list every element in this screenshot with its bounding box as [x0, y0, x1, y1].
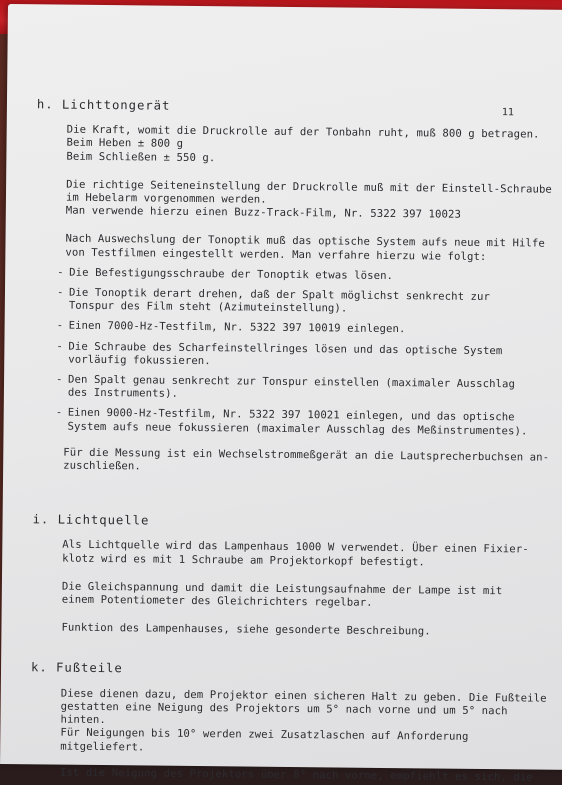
- section-k-para-tilt: Ist die Neigung des Projektors über 8° nach vorne, empfiehlt es sich, die: [59, 766, 533, 784]
- section-k-heading: k. Fußteile: [30, 660, 123, 676]
- section-i-para-voltage: Die Gleichspannung und damit die Leistungsaufnahme der Lampe ist mit einem Potentiometer des Gleichrichters regelbar.: [61, 580, 503, 609]
- step-text: Einen 7000-Hz-Testfilm, Nr. 5322 397 10019 einlegen.: [68, 320, 406, 336]
- step-text: Einen 9000-Hz-Testfilm, Nr. 5322 397 10021 einlegen, und das optische System aufs neue fokussieren (maximaler Ausschlag des Meßinstrumentes).: [67, 407, 528, 438]
- step-text: Die Befestigungsschraube der Tonoptik etwas lösen.: [69, 266, 394, 282]
- list-item: - Die Befestigungsschraube der Tonoptik etwas lösen.: [57, 266, 555, 284]
- adjustment-steps: [34, 266, 556, 438]
- section-h-para-optics: Nach Auswechslung der Tonoptik muß das optische System aufs neue mit Hilfe von Testfilmen eingestellt werden. Man verfahre hierzu wie folgt:: [65, 233, 545, 263]
- section-i-para-lamp: Als Lichtquelle wird das Lampenhaus 1000 W verwendet. Über einen Fixier- klotz wird es mit 1 Schraube am Projektorkopf befestigt.: [62, 539, 529, 569]
- step-text: Die Tonoptik derart drehen, daß der Spalt möglichst senkrecht zur Tonspur des Film steht (Azimuteinstellung).: [68, 286, 491, 315]
- document-page: [0, 4, 562, 784]
- step-text: Die Schraube des Scharfeinstellringes lösen und das optische System vorläufig fokussieren.: [68, 340, 503, 367]
- section-i-heading: i. Lichtquelle: [32, 512, 150, 528]
- page-content: [30, 98, 557, 784]
- page-number: 11: [501, 107, 514, 119]
- list-item: - Den Spalt genau senkrecht zur Tonspur einstellen (maximaler Ausschlag des Instruments).: [56, 374, 554, 406]
- list-item: - Die Tonoptik derart drehen, daß der Spalt möglichst senkrecht zur Tonspur des Film steht (Azimuteinstellung).: [57, 287, 555, 319]
- section-h-para-force: Die Kraft, womit die Druckrolle auf der Tonbahn ruht, muß 800 g betragen. Beim Heben ± 800 g Beim Schließen ± 550 g.: [66, 123, 540, 164]
- section-h-para-measurement: Für die Messung ist ein Wechselstrommeßgerät an die Lautsprecherbuchsen an- zuschließen.: [63, 446, 550, 473]
- list-item: - Einen 9000-Hz-Testfilm, Nr. 5322 397 10021 einlegen, und das optische System aufs neue fokussieren (maximaler Ausschlag des Meßinstrumentes).: [56, 407, 554, 439]
- section-h-heading: h. Lichttongerät: [36, 97, 171, 113]
- step-text: Den Spalt genau senkrecht zur Tonspur einstellen (maximaler Ausschlag des Instruments).: [67, 373, 516, 401]
- list-item: - Einen 7000-Hz-Testfilm, Nr. 5322 397 10019 einlegen.: [57, 320, 555, 338]
- section-h-para-adjust: Die richtige Seiteneinstellung der Druckrolle muß mit der Einstell-Schraube im Hebelarm vorgenommen werden. Man verwende hierzu einen Buzz-Track-Film, Nr. 5322 397 10023: [65, 178, 553, 221]
- section-k-para-feet: Diese dienen dazu, dem Projektor einen sicheren Halt zu geben. Die Fußteile gestatten eine Neigung des Projektors um 5° nach vorne und um 5° nach hinten. Für Neigungen bis 10° werden zwei Zusatzlaschen auf Anforderung mitgeliefert.: [60, 687, 547, 753]
- section-i-para-function: Funktion des Lampenhauses, siehe gesonderte Beschreibung.: [61, 621, 431, 638]
- list-item: - Die Schraube des Scharfeinstellringes lösen und das optische System vorläufig fokussieren.: [56, 340, 554, 372]
